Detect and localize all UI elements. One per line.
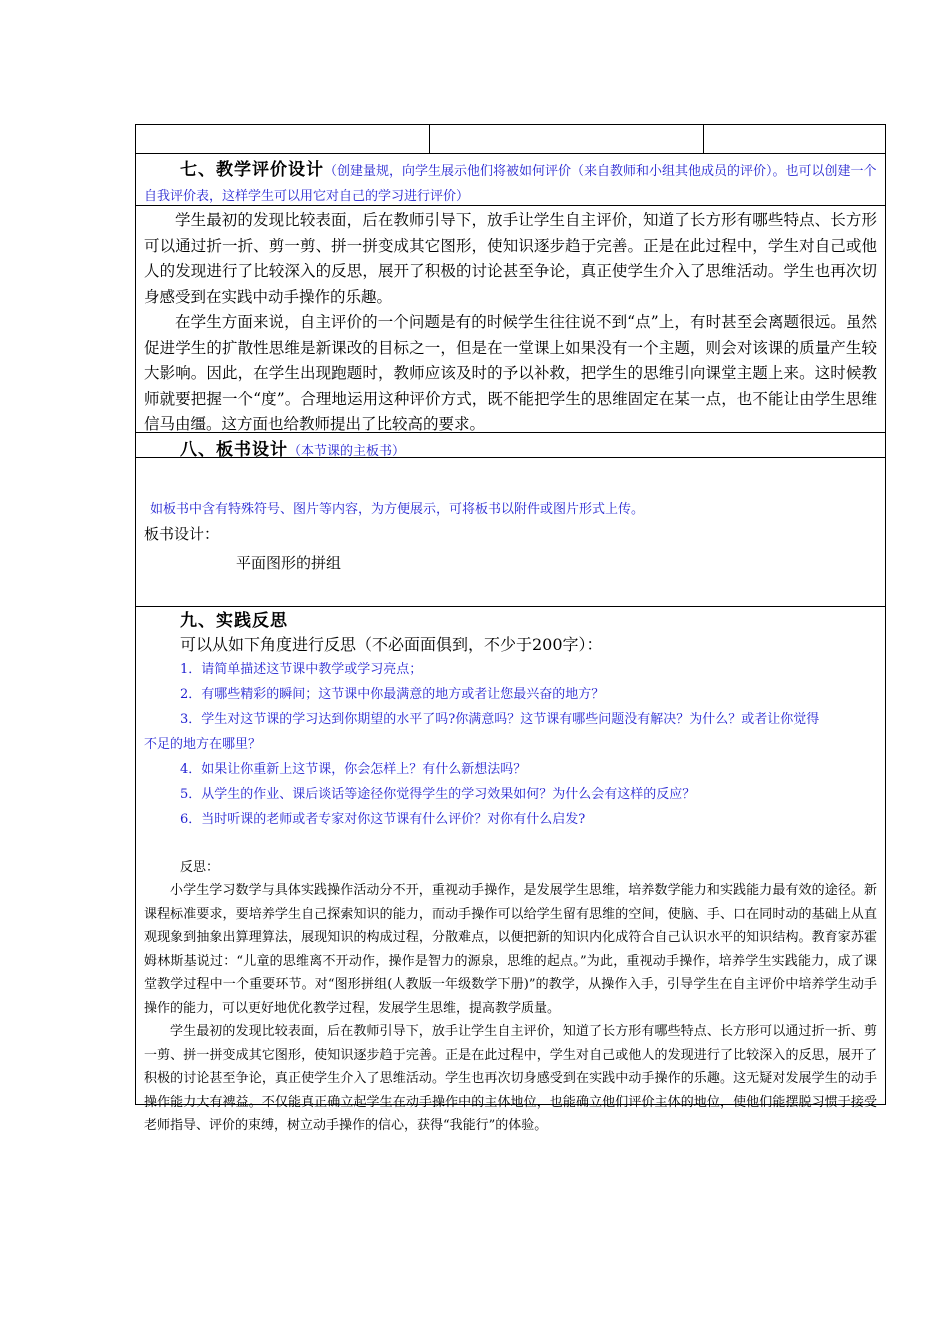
section7-heading: 七、教学评价设计	[180, 160, 324, 180]
board-upload-note: 如板书中含有特殊符号、图片等内容，为方便展示，可将板书以附件或图片形式上传。	[150, 502, 645, 517]
reflection-questions	[144, 657, 877, 832]
question-4: 4．如果让你重新上这节课，你会怎样上？有什么新想法吗？	[180, 762, 527, 777]
reflection-paragraph-2: 学生最初的发现比较表面，后在教师引导下，放手让学生自主评价，知道了长方形有哪些特点、长方形可以通过折一折、剪一剪、拼一拼变成其它图形，使知识逐步趋于完善。正是在此过程中，学生对自己或他人的发现进行了比较深入的反思，展开了积极的讨论甚至争论，真正使学生介入了思维活动。学生也再次切身感受到在实践中动手操作的乐趣。这无疑对发展学生的动手操作能力大有裨益。不仅能真正确立起学生在动手操作中的主体地位，也能确立他们评价主体的地位，使他们能摆脱习惯于接受老师指导、评价的束缚，树立动手操作的信心，获得“我能行”的体验。	[144, 1024, 877, 1133]
section8-heading: 八、板书设计	[180, 440, 288, 460]
board-design-title: 平面图形的拼组	[236, 554, 342, 572]
question-5: 5．从学生的作业、课后谈话等途径你觉得学生的学习效果如何？为什么会有这样的反应？	[180, 787, 696, 802]
empty-cell-3	[704, 125, 885, 153]
question-3-line-1: 3．学生对这节课的学习达到你期望的水平了吗?你满意吗？这节课有哪些问题没有解决？为什么？或者让你觉得	[180, 712, 820, 727]
empty-cell-2	[430, 125, 704, 153]
section7-header-row	[136, 154, 885, 206]
reflection-paragraph-1: 小学生学习数学与具体实践操作活动分不开，重视动手操作，是发展学生思维，培养数学能力和实践能力最有效的途径。新课程标准要求，要培养学生自己探索知识的能力，而动手操作可以给学生留有思维的空间，使脑、手、口在同时动的基础上从直观现象到抽象出算理算法，展现知识的构成过程，分散难点，以便把新的知识内化成符合自己认识水平的知识结构。教育家苏霍姆林斯基说过：“儿童的思维离不开动作，操作是智力的源泉，思维的起点。”为此，重视动手操作，培养学生实践能力，成了课堂教学过程中一个重要环节。对“图形拼组(人教版一年级数学下册)”的教学，从操作入手，引导学生在自主评价中培养学生动手操作的能力，可以更好地优化教学过程，发展学生思维，提高教学质量。	[144, 883, 877, 1016]
section7-body	[136, 206, 885, 433]
section7-paragraph-1: 学生最初的发现比较表面，后在教师引导下，放手让学生自主评价，知道了长方形有哪些特点、长方形可以通过折一折、剪一剪、拼一拼变成其它图形，使知识逐步趋于完善。正是在此过程中，学生对自己或他人的发现进行了比较深入的反思，展开了积极的讨论甚至争论，真正使学生介入了思维活动。学生也再次切身感受到在实践中动手操作的乐趣。	[144, 211, 877, 306]
empty-cell-1	[136, 125, 430, 153]
section9-intro: 可以从如下角度进行反思（不必面面俱到，不少于200字）：	[180, 635, 603, 654]
lesson-plan-table	[135, 124, 886, 1133]
board-design-cell	[136, 458, 885, 607]
board-design-label: 板书设计：	[144, 525, 220, 543]
question-3-line-2: 不足的地方在哪里？	[144, 737, 262, 752]
section7-paragraph-2: 在学生方面来说，自主评价的一个问题是有的时候学生往往说不到“点”上，有时甚至会离题很远。虽然促进学生的扩散性思维是新课改的目标之一，但是在一堂课上如果没有一个主题，则会对该课的质量产生较大影响。因此，在学生出现跑题时，教师应该及时的予以补救，把学生的思维引向课堂主题上来。这时候教师就要把握一个“度”。合理地运用这种评价方式，既不能把学生的思维固定在某一点，也不能让由学生思维信马由缰。这方面也给教师提出了比较高的要求。	[144, 313, 877, 433]
section9-heading: 九、实践反思	[180, 611, 288, 631]
section7-hint: （创建量规，向学生展示他们将被如何评价（来自教师和小组其他成员的评价）。也可以创建一个自我评价表，这样学生可以用它对自己的学习进行评价）	[144, 164, 877, 204]
reflection-label: 反思：	[180, 860, 220, 875]
question-2: 2．有哪些精彩的瞬间；这节课中你最满意的地方或者让您最兴奋的地方？	[180, 687, 605, 702]
section8-hint: （本节课的主板书）	[288, 444, 406, 459]
section9-cell	[136, 607, 885, 1133]
section8-header-row	[136, 433, 885, 458]
question-6: 6．当时听课的老师或者专家对你这节课有什么评价？对你有什么启发?	[180, 812, 586, 827]
question-1: 1．请简单描述这节课中教学或学习亮点；	[180, 662, 423, 677]
empty-row	[136, 125, 885, 154]
